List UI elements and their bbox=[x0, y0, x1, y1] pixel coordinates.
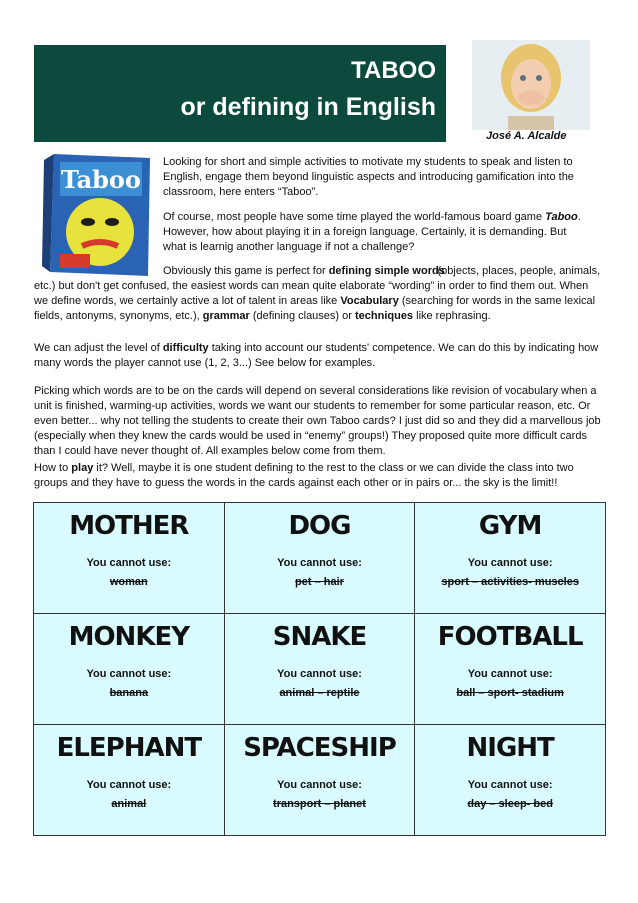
card-word: SNAKE bbox=[272, 622, 367, 652]
text-bold: play bbox=[71, 462, 94, 474]
card-label: You cannot use: bbox=[467, 668, 553, 680]
page-subtitle: or defining in English bbox=[180, 93, 436, 121]
taboo-card bbox=[415, 725, 606, 836]
taboo-box-image bbox=[40, 150, 154, 278]
taboo-card bbox=[224, 725, 415, 836]
card-row bbox=[34, 503, 606, 614]
taboo-card bbox=[34, 725, 225, 836]
taboo-cards-grid bbox=[33, 502, 606, 836]
card-label: You cannot use: bbox=[86, 668, 172, 680]
text-span: it? Well, maybe it is one student defining to the rest to the class or we can divide the class into two groups and they have to guess the words in the cards against each other or in pairs or... the sky is the limit!! bbox=[34, 462, 574, 489]
text-bold: grammar bbox=[202, 310, 250, 322]
card-word: MOTHER bbox=[69, 511, 189, 541]
text-bold: difficulty bbox=[162, 342, 209, 354]
box-logo: Taboo bbox=[61, 165, 141, 194]
card-word: MONKEY bbox=[68, 622, 190, 652]
author-photo bbox=[472, 40, 590, 130]
text-span: We can adjust the level of bbox=[34, 342, 163, 354]
taboo-card bbox=[415, 614, 606, 725]
taboo-card bbox=[415, 503, 606, 614]
paragraph-difficulty bbox=[34, 341, 604, 371]
card-row bbox=[34, 614, 606, 725]
card-banned-words: animal bbox=[111, 798, 147, 810]
text-span: . bbox=[577, 211, 581, 223]
text-bold: Vocabulary bbox=[340, 295, 399, 307]
card-banned-words: pet – hair bbox=[295, 576, 344, 588]
card-banned-words: sport – activities- muscles bbox=[441, 576, 579, 588]
card-banned-words: animal – reptile bbox=[279, 687, 360, 699]
card-label: You cannot use: bbox=[277, 557, 362, 569]
text-bold: defining simple words bbox=[328, 265, 445, 277]
paragraph-how-to-play bbox=[34, 461, 604, 491]
title-banner bbox=[34, 45, 446, 142]
text-span: (objects, places, people, animals, etc.) but don't get confused, the easiest words can mean quite elaborate “wording” in order to find them out. When we define words, we certainly active a lot of talent in areas like bbox=[34, 265, 601, 307]
text-bold: techniques bbox=[354, 310, 414, 322]
card-label: You cannot use: bbox=[86, 779, 172, 791]
card-row bbox=[34, 725, 606, 836]
card-banned-words: day – sleep- bed bbox=[467, 798, 553, 810]
text-span: taking into account our students' competence. We can do this by indicating how many words the player cannot use (1, 2, 3...) See below for examples. bbox=[34, 342, 599, 369]
card-word: FOOTBALL bbox=[437, 622, 583, 652]
text-span: Of course, most people have some time played the world-famous board game bbox=[163, 211, 546, 223]
paragraph-defining bbox=[34, 264, 604, 324]
paragraph-board-game bbox=[163, 210, 588, 255]
text-span: Obviously this game is perfect for bbox=[163, 265, 329, 277]
card-label: You cannot use: bbox=[467, 557, 553, 569]
text-span: How to bbox=[34, 462, 72, 474]
card-word: ELEPHANT bbox=[56, 733, 202, 763]
author-name: José A. Alcalde bbox=[486, 130, 567, 142]
text-span: (searching for words in the same lexical fields, antonyms, synonyms, etc.), bbox=[34, 295, 596, 322]
card-label: You cannot use: bbox=[277, 668, 362, 680]
card-label: You cannot use: bbox=[467, 779, 553, 791]
card-banned-words: ball – sport- stadium bbox=[456, 687, 564, 699]
paragraph-cards: Picking which words are to be on the cards will depend on several considerations like revision of vocabulary when a unit is finished, warming-up activities, words we want our students to remember for some particular reason, etc. Or even better... why not telling the students to create their own Taboo cards? I just did so and they did a marvellous job (especially when they knew the cards would be used in “enemy” groups!) They proposed quite more difficult cards than I could have never thought of. All examples below come from them. bbox=[34, 385, 601, 457]
card-banned-words: banana bbox=[109, 687, 149, 699]
card-word: GYM bbox=[478, 511, 542, 541]
page-title: TABOO bbox=[351, 57, 436, 84]
text-span: (defining clauses) or bbox=[249, 310, 355, 322]
woman-covering-mouth-image bbox=[472, 40, 590, 130]
card-label: You cannot use: bbox=[86, 557, 172, 569]
taboo-card bbox=[224, 614, 415, 725]
card-label: You cannot use: bbox=[277, 779, 362, 791]
card-word: DOG bbox=[288, 511, 351, 541]
text-span: However, how about playing it in a foreign language. Certainly, it is demanding. But what is learnig another language if not a challenge? bbox=[163, 226, 567, 253]
text-span: like rephrasing. bbox=[413, 310, 491, 322]
card-banned-words: transport – planet bbox=[273, 798, 366, 810]
taboo-card bbox=[34, 503, 225, 614]
card-word: NIGHT bbox=[466, 733, 554, 763]
taboo-card bbox=[224, 503, 415, 614]
taboo-card bbox=[34, 614, 225, 725]
card-banned-words: woman bbox=[109, 576, 148, 588]
intro-paragraph: Looking for short and simple activities to motivate my students to speak and listen to English, engage them beyond linguistic aspects and introducing gamification into the classroom, here enters “Taboo”. bbox=[163, 156, 574, 198]
card-word: SPACESHIP bbox=[243, 733, 396, 763]
text-bold-italic: Taboo bbox=[545, 211, 578, 223]
